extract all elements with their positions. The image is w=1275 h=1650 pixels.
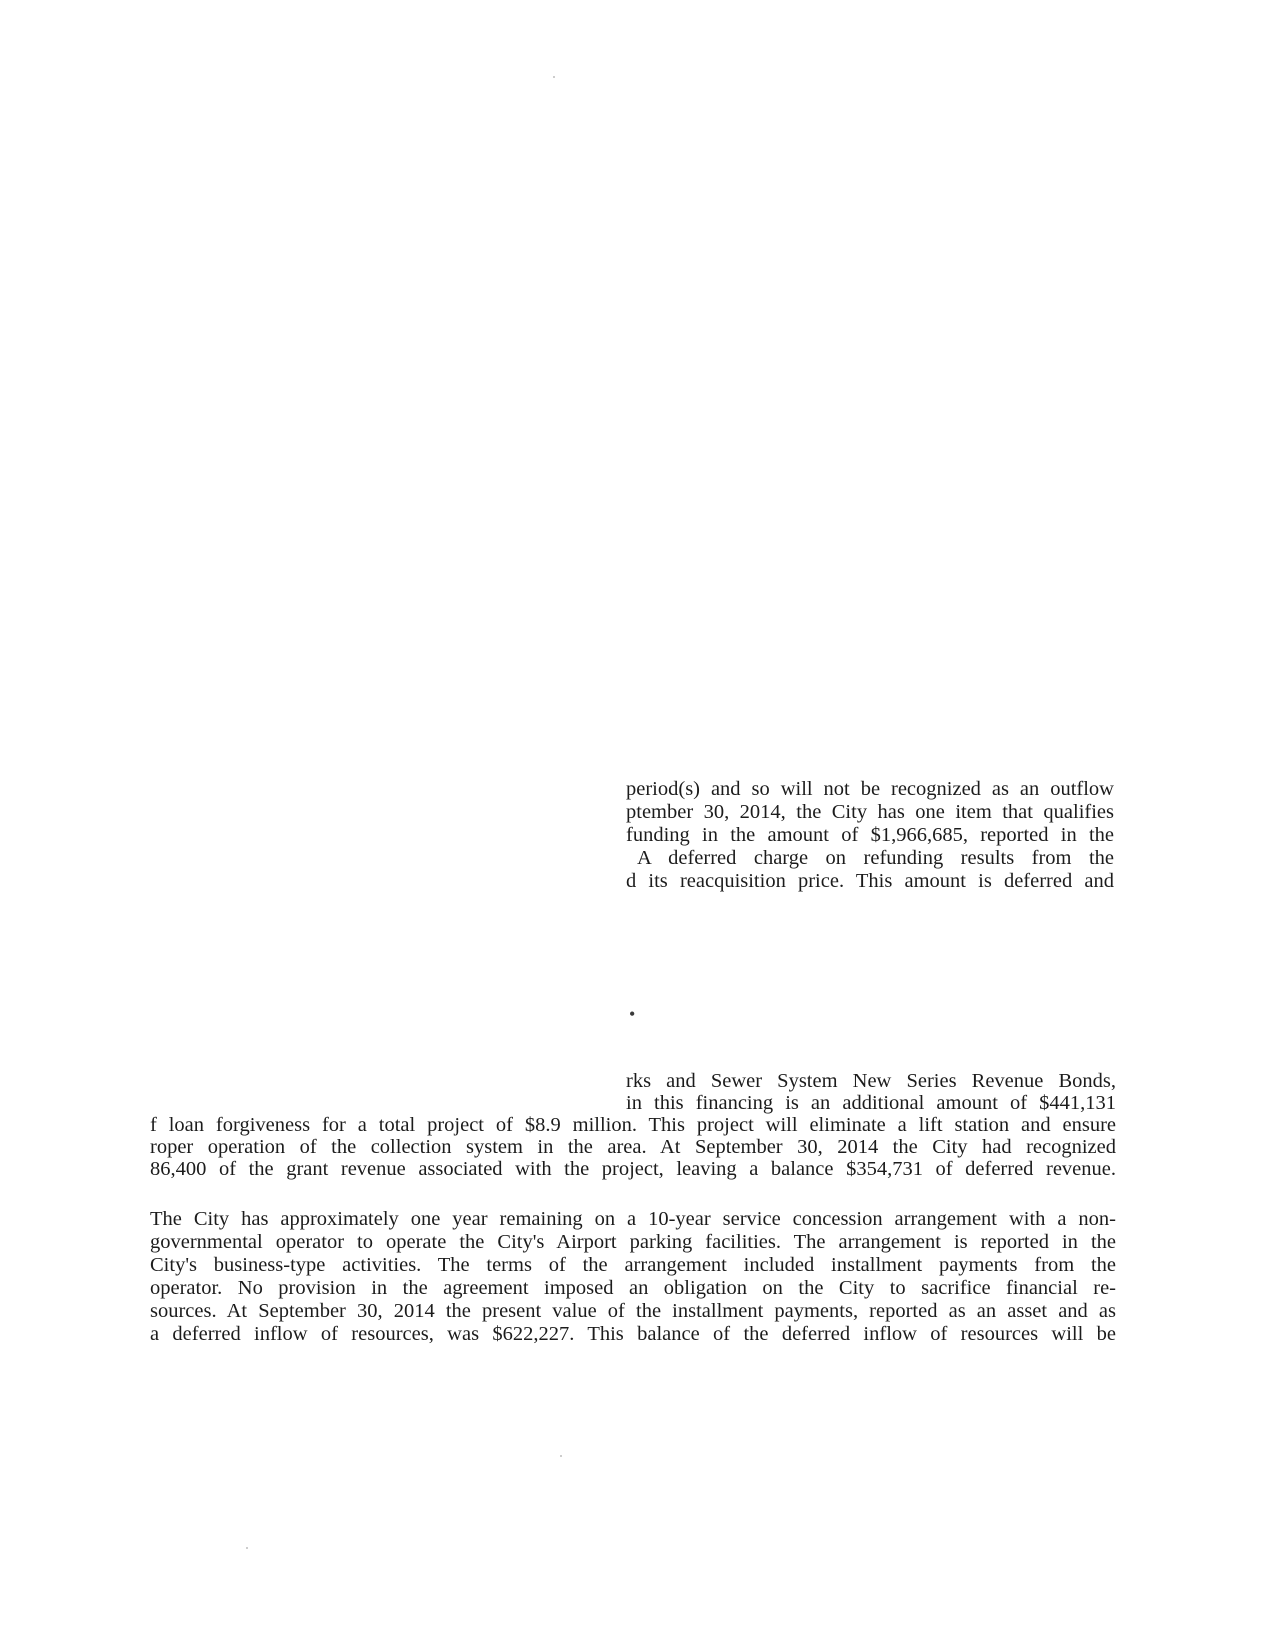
- text-line: rks and Sewer System New Series Revenue Bonds,: [626, 1070, 1116, 1092]
- text-line: funding in the amount of $1,966,685, reported in the: [626, 824, 1114, 846]
- text-line: governmental operator to operate the City's Airport parking facilities. The arrangement is reported in the: [150, 1231, 1116, 1253]
- text-line: roper operation of the collection system in the area. At September 30, 2014 the City had recognized: [150, 1136, 1116, 1158]
- text-line: sources. At September 30, 2014 the present value of the installment payments, reported as an asset and as: [150, 1300, 1116, 1322]
- text-line: d its reacquisition price. This amount is deferred and: [626, 870, 1114, 892]
- scan-speck: [560, 1455, 562, 1457]
- text-line: The City has approximately one year remaining on a 10-year service concession arrangement with a non-: [150, 1208, 1116, 1230]
- text-line: period(s) and so will not be recognized as an outflow: [626, 778, 1114, 800]
- scan-speck: [246, 1547, 248, 1549]
- text-line: in this financing is an additional amount of $441,131: [626, 1092, 1116, 1114]
- text-line: operator. No provision in the agreement imposed an obligation on the City to sacrifice financial re-: [150, 1277, 1116, 1299]
- text-line: ptember 30, 2014, the City has one item that qualifies: [626, 801, 1114, 823]
- text-line: 86,400 of the grant revenue associated with the project, leaving a balance $354,731 of deferred revenue.: [150, 1158, 1116, 1180]
- stray-mark: •: [629, 1004, 636, 1024]
- scan-speck: [553, 76, 555, 78]
- text-line: City's business-type activities. The terms of the arrangement included installment payments from the: [150, 1254, 1116, 1276]
- text-line: A deferred charge on refunding results from the: [637, 847, 1114, 869]
- text-line: f loan forgiveness for a total project of $8.9 million. This project will eliminate a lift station and ensure: [150, 1114, 1116, 1136]
- text-line: a deferred inflow of resources, was $622,227. This balance of the deferred inflow of resources will be: [150, 1323, 1116, 1345]
